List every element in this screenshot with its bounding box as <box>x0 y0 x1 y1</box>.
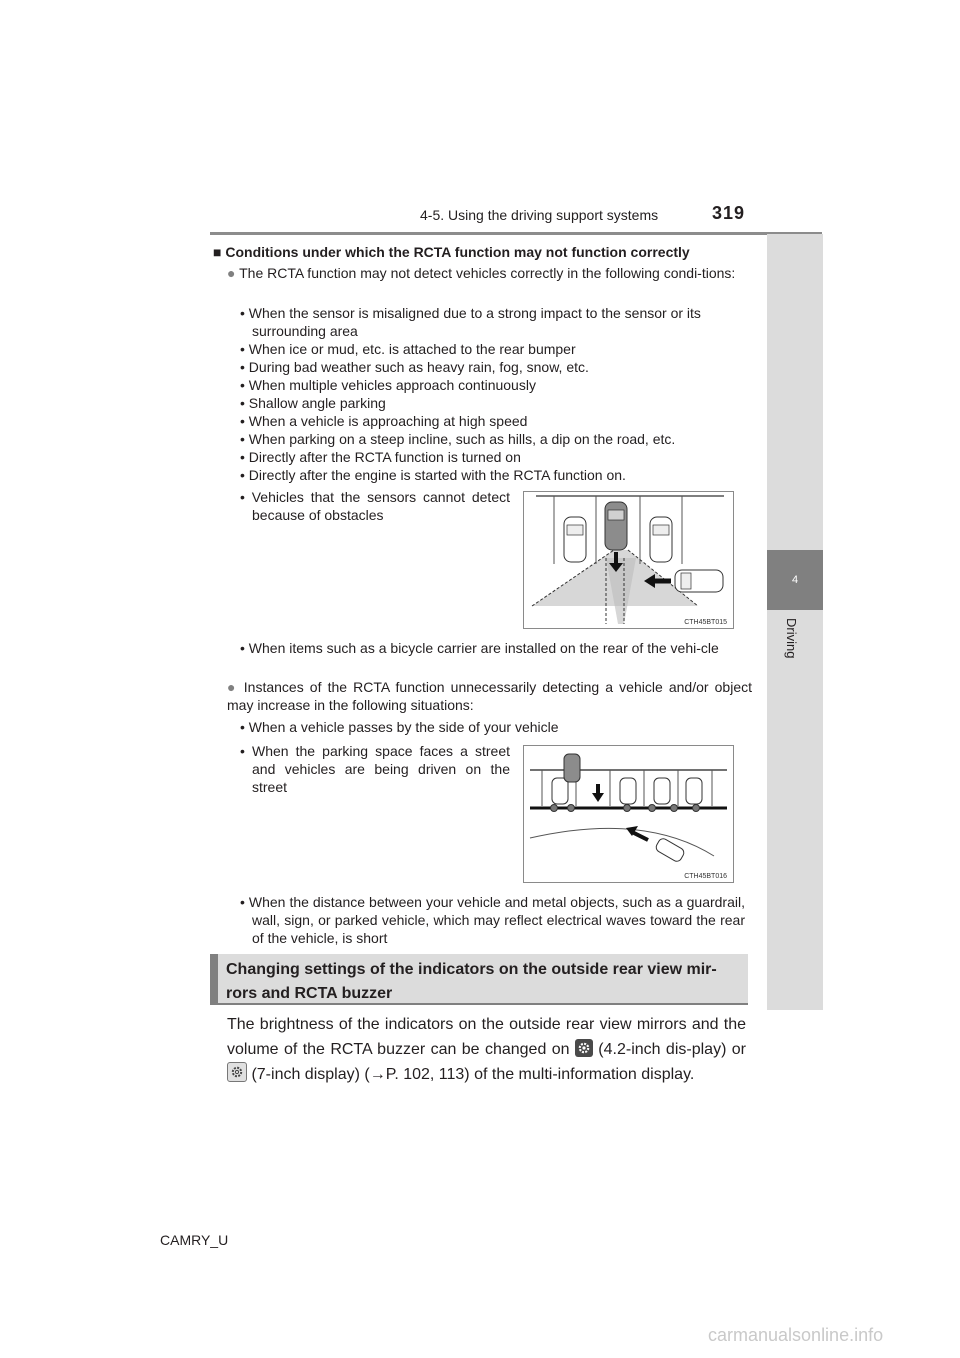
list-item: • Directly after the engine is started with the RCTA function on. <box>240 467 626 483</box>
heading-marker: ■ <box>213 244 222 260</box>
heading-text: Conditions under which the RCTA function may not function correctly <box>225 244 690 260</box>
street-parking-diagram <box>524 746 733 882</box>
circle-bullet-icon: ● <box>227 265 236 281</box>
section-body-part2: (4.2-inch dis-play) or <box>598 1041 746 1058</box>
section-heading <box>213 243 753 261</box>
side-tab-number: 4 <box>767 550 823 610</box>
list-item: • When a vehicle is approaching at high speed <box>240 413 528 429</box>
figure-street-parking <box>523 745 734 883</box>
section-body-part1: The brightness of the indicators on the outside rear view mirrors and the volume of the RCTA buzzer can be changed on <box>227 1016 746 1058</box>
page-number: 319 <box>712 203 746 223</box>
footer-model: CAMRY_U <box>160 1232 229 1248</box>
group2-item: • When a vehicle passes by the side of your vehicle <box>240 719 559 735</box>
list-item: • During bad weather such as heavy rain, fog, snow, etc. <box>240 359 589 375</box>
group1-after-item: • When items such as a bicycle carrier are installed on the rear of the vehi-cle <box>240 640 719 656</box>
group1-intro-text: The RCTA function may not detect vehicles correctly in the following condi-tions: <box>239 265 736 281</box>
list-item: • Shallow angle parking <box>240 395 386 411</box>
list-item: • When parking on a steep incline, such as hills, a dip on the road, etc. <box>240 431 676 447</box>
section-body <box>227 1012 746 1087</box>
running-header-section: 4-5. Using the driving support systems <box>420 207 659 223</box>
group2-intro-text: Instances of the RCTA function unnecessarily detecting a vehicle and/or object may increase in the following situations: <box>227 679 752 713</box>
gear-settings-icon <box>575 1039 593 1057</box>
side-tab-bottom <box>767 610 823 1010</box>
figure-code: CTH45BT015 <box>684 619 727 626</box>
list-item: • When multiple vehicles approach continuously <box>240 377 536 393</box>
figure1-caption-item: • Vehicles that the sensors cannot detect because of obstacles <box>240 489 510 523</box>
group2-after-item: • When the distance between your vehicle and metal objects, such as a guardrail, wall, sign, or parked vehicle, which may reflect electrical waves toward the rear of the vehicle, is short <box>240 894 745 946</box>
section-body-part3: (7-inch display) (→P. 102, 113) of the multi-information display. <box>251 1066 695 1083</box>
section-title: Changing settings of the indicators on the outside rear view mir-rors and RCTA buzzer <box>226 961 717 1002</box>
list-item: • When the sensor is misaligned due to a strong impact to the sensor or its surrounding area <box>240 305 701 339</box>
header-rule <box>210 232 822 235</box>
circle-bullet-icon: ● <box>227 679 238 695</box>
figure-code: CTH45BT016 <box>684 873 727 880</box>
group1-list <box>240 304 745 484</box>
section-band-bar <box>210 954 218 1004</box>
figure-obstacle-parking <box>523 491 734 629</box>
figure2-caption-item: • When the parking space faces a street and vehicles are being driven on the street <box>240 743 510 795</box>
gear-settings-outline-icon <box>227 1062 247 1082</box>
parking-obstacle-diagram <box>524 492 733 628</box>
watermark: carmanualsonline.info <box>708 1325 884 1345</box>
side-tab-top <box>767 234 823 550</box>
list-item: • Directly after the RCTA function is turned on <box>240 449 521 465</box>
side-tab-label: Driving <box>784 618 799 659</box>
group2-intro <box>227 678 752 714</box>
group1-intro <box>227 264 752 282</box>
list-item: • When ice or mud, etc. is attached to the rear bumper <box>240 341 576 357</box>
